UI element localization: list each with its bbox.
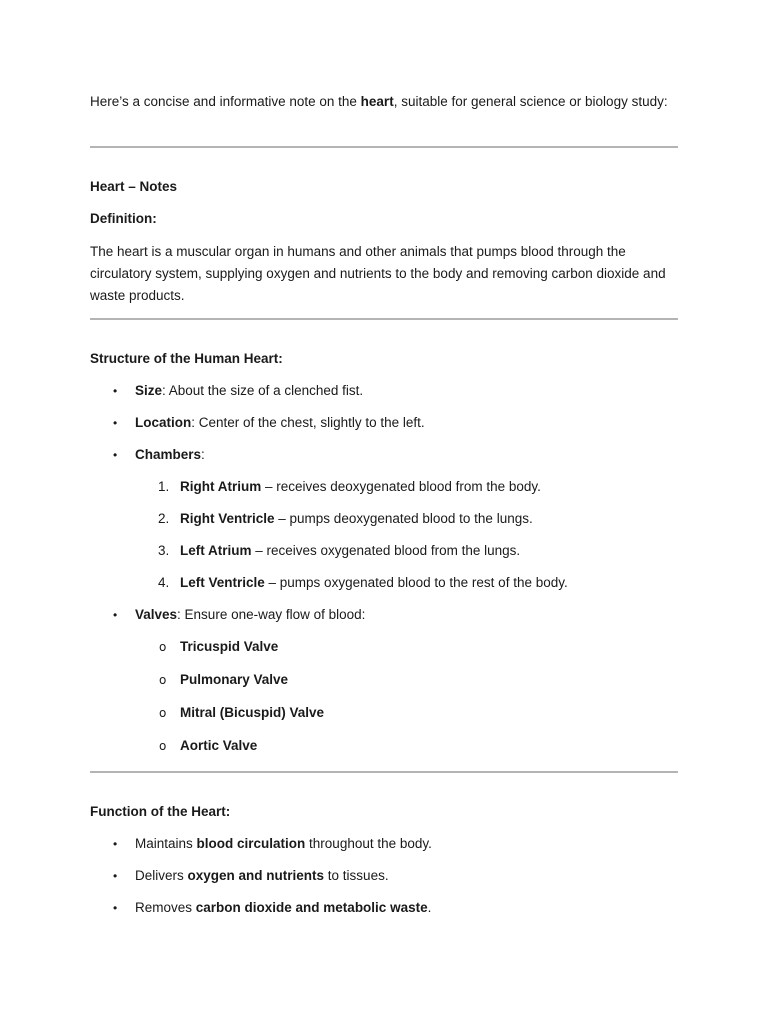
- valve-marker: o: [159, 640, 167, 654]
- divider: [90, 146, 678, 148]
- chamber-item-left-ventricle: [180, 575, 568, 590]
- chamber-item-right-ventricle: [180, 511, 533, 526]
- valve-marker: o: [159, 673, 167, 687]
- chamber-description: – pumps deoxygenated blood to the lungs.: [274, 511, 533, 526]
- function-heading: Function of the Heart:: [90, 804, 231, 819]
- chamber-name: Right Ventricle: [180, 511, 275, 526]
- valve-item: Mitral (Bicuspid) Valve: [180, 705, 325, 720]
- chamber-number: 2.: [158, 511, 170, 526]
- chamber-description: – receives deoxygenated blood from the body.: [261, 479, 541, 494]
- chamber-description: – pumps oxygenated blood to the rest of the body.: [264, 575, 568, 590]
- structure-item-text: : Center of the chest, slightly to the left.: [191, 415, 425, 430]
- intro-text-bold: heart: [360, 94, 394, 109]
- structure-item-text: :: [201, 447, 205, 462]
- structure-item-valves: [135, 607, 365, 622]
- divider: [90, 318, 678, 320]
- function-item: [135, 836, 432, 851]
- function-item: [135, 900, 431, 915]
- definition-heading: Definition:: [90, 211, 157, 226]
- function-item: [135, 868, 389, 883]
- valve-marker: o: [159, 706, 167, 720]
- function-text-before: Removes: [135, 900, 196, 915]
- chamber-name: Left Ventricle: [180, 575, 265, 590]
- structure-item-location: [135, 415, 425, 430]
- function-text-after: throughout the body.: [305, 836, 432, 851]
- chamber-number: 1.: [158, 479, 170, 494]
- function-text-before: Delivers: [135, 868, 188, 883]
- structure-item-label: Valves: [135, 607, 178, 622]
- function-text-before: Maintains: [135, 836, 197, 851]
- structure-item-text: : About the size of a clenched fist.: [162, 383, 364, 398]
- notes-title: Heart – Notes: [90, 179, 178, 194]
- chamber-number: 4.: [158, 575, 170, 590]
- chamber-item-right-atrium: [180, 479, 541, 494]
- structure-item-label: Chambers: [135, 447, 202, 462]
- bullet-marker: •: [113, 384, 118, 398]
- intro-paragraph: [90, 91, 678, 113]
- divider: [90, 771, 678, 773]
- chamber-description: – receives oxygenated blood from the lungs.: [251, 543, 521, 558]
- chamber-item-left-atrium: [180, 543, 520, 558]
- structure-item-size: [135, 383, 363, 398]
- intro-text-after: , suitable for general science or biology study:: [393, 94, 668, 109]
- bullet-marker: •: [113, 901, 118, 915]
- bullet-marker: •: [113, 416, 118, 430]
- bullet-marker: •: [113, 608, 118, 622]
- chamber-name: Right Atrium: [180, 479, 262, 494]
- structure-item-label: Location: [135, 415, 192, 430]
- structure-item-text: : Ensure one-way flow of blood:: [177, 607, 366, 622]
- function-text-bold: blood circulation: [196, 836, 306, 851]
- function-text-bold: carbon dioxide and metabolic waste: [195, 900, 428, 915]
- structure-heading: Structure of the Human Heart:: [90, 351, 283, 366]
- valve-marker: o: [159, 739, 167, 753]
- bullet-marker: •: [113, 837, 118, 851]
- bullet-marker: •: [113, 869, 118, 883]
- function-text-after: .: [427, 900, 432, 915]
- function-text-bold: oxygen and nutrients: [187, 868, 325, 883]
- chamber-number: 3.: [158, 543, 170, 558]
- definition-text: The heart is a muscular organ in humans and other animals that pumps blood through the circulatory system, supplying oxygen and nutrients to the body and removing carbon dioxide and waste products.: [90, 244, 666, 303]
- chamber-name: Left Atrium: [180, 543, 252, 558]
- valve-item: Pulmonary Valve: [180, 672, 289, 687]
- function-text-after: to tissues.: [324, 868, 389, 883]
- structure-item-chambers: [135, 447, 205, 462]
- intro-text-before: Here’s a concise and informative note on the: [90, 94, 361, 109]
- structure-item-label: Size: [135, 383, 163, 398]
- valve-item: Aortic Valve: [180, 738, 258, 753]
- valve-item: Tricuspid Valve: [180, 639, 279, 654]
- bullet-marker: •: [113, 448, 118, 462]
